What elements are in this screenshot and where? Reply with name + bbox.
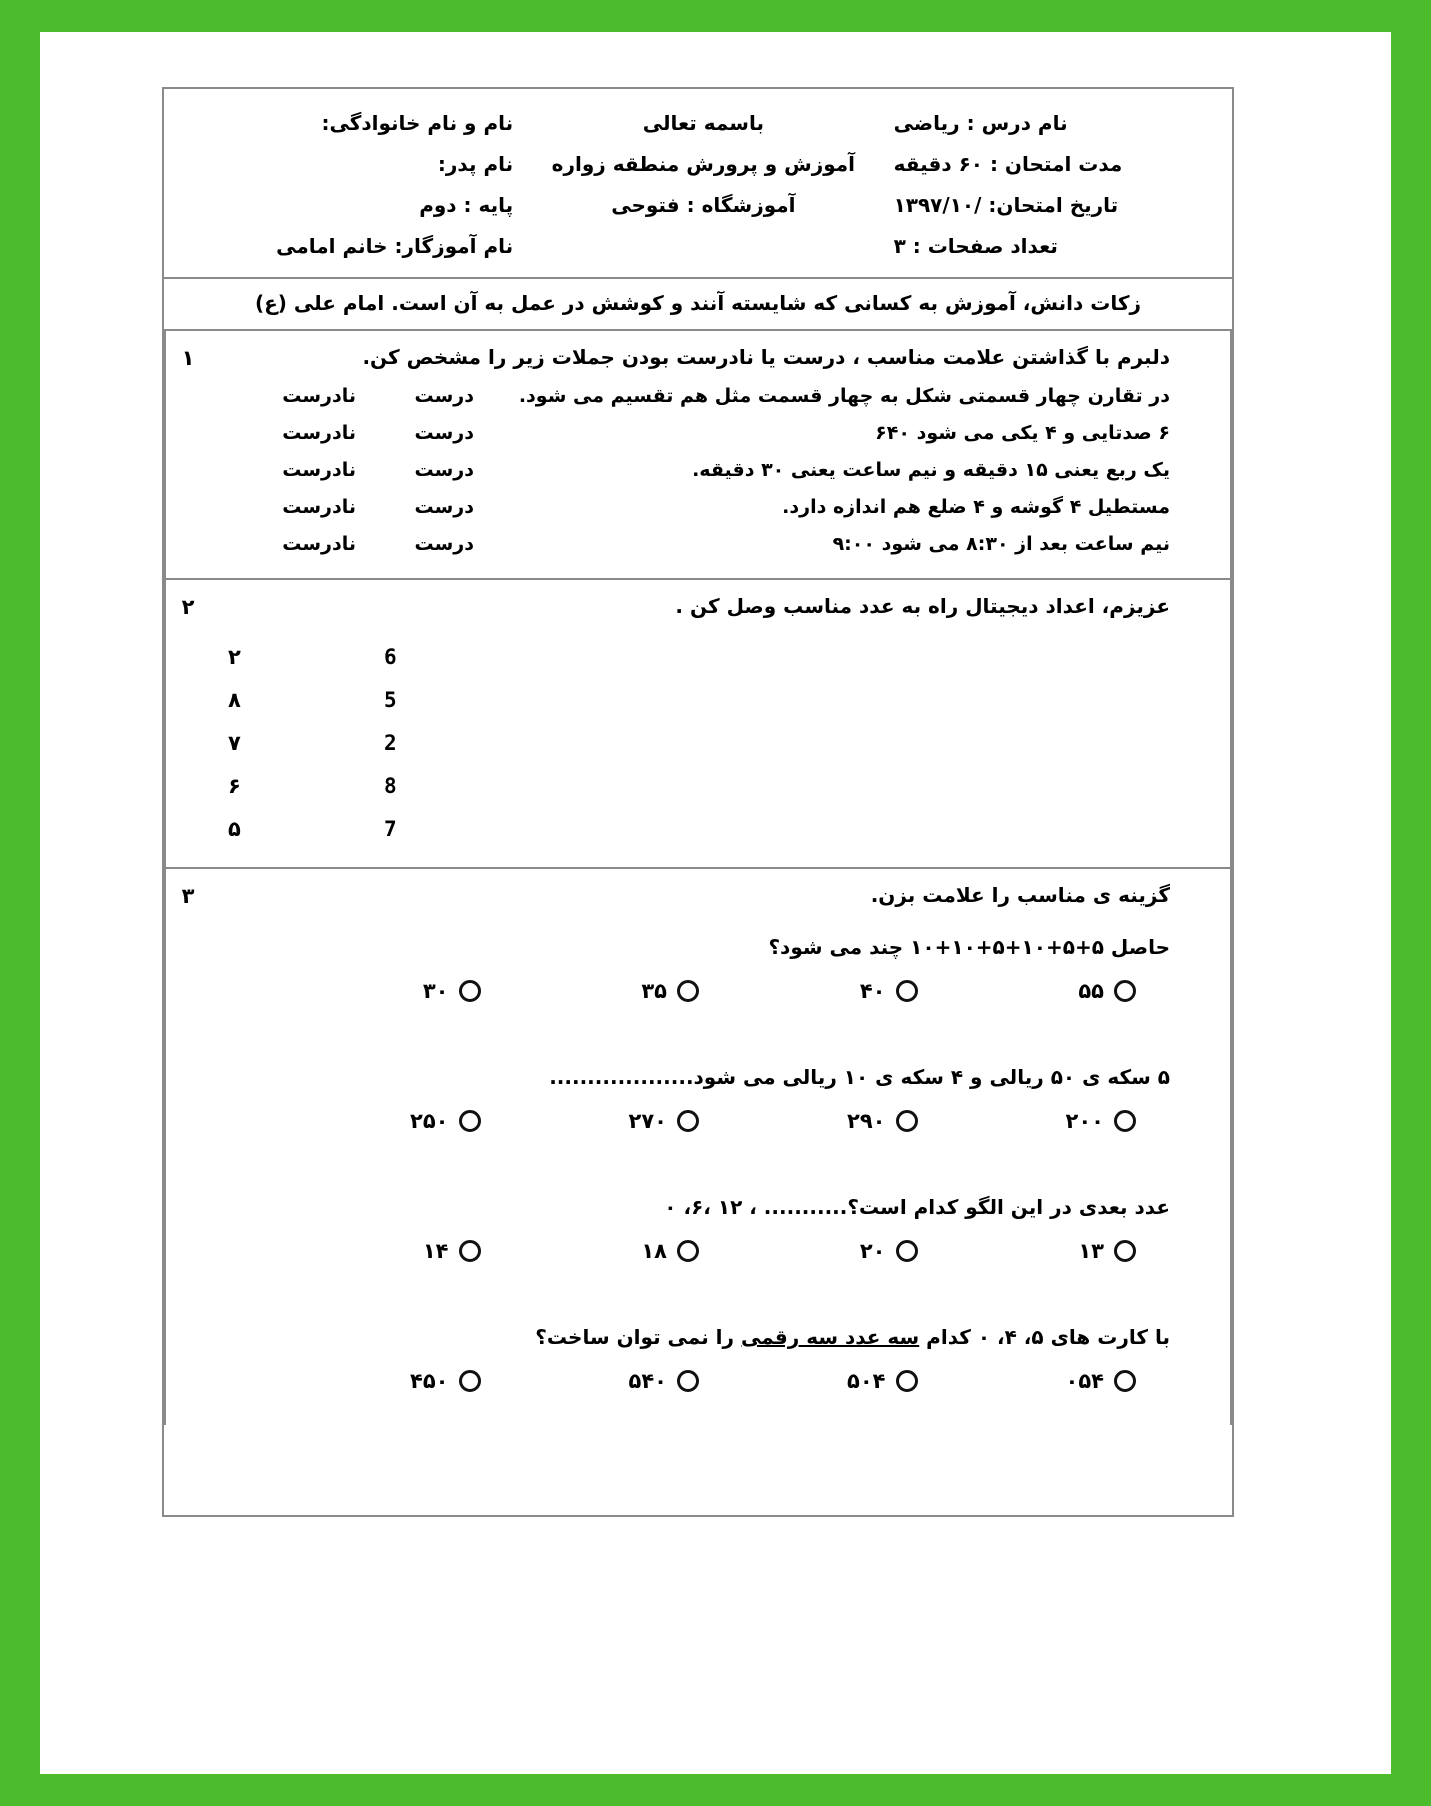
- mc-option-label: ۳۵: [641, 979, 667, 1003]
- header-exam-duration: مدت امتحان : ۶۰ دقیقه: [893, 152, 1123, 176]
- radio-icon[interactable]: [896, 1240, 918, 1262]
- mc-question-prefix: با کارت های ۵، ۴، ۰ کدام: [919, 1325, 1170, 1349]
- radio-icon[interactable]: [459, 1110, 481, 1132]
- question-1-body: [210, 331, 1188, 578]
- false-option[interactable]: نادرست: [282, 459, 356, 481]
- mc-option[interactable]: [918, 1369, 1137, 1393]
- question-1-score-cell[interactable]: [1188, 331, 1232, 578]
- match-pair-row: [228, 636, 1170, 679]
- question-2-score-cell[interactable]: [1188, 580, 1232, 867]
- mc-option-label: ۱۸: [641, 1239, 667, 1263]
- match-pair-row: [228, 808, 1170, 851]
- mc-option[interactable]: [699, 1369, 918, 1393]
- mc-option[interactable]: [262, 979, 481, 1003]
- persian-number[interactable]: ۶: [228, 774, 241, 798]
- mc-question-text: عدد بعدی در این الگو کدام است؟........... ، ۱۲ ،۶، ۰: [664, 1195, 1170, 1219]
- spacer: [228, 1019, 1170, 1045]
- digital-number[interactable]: 8: [384, 774, 397, 798]
- false-option[interactable]: نادرست: [282, 533, 356, 555]
- multiple-choice-block: [228, 1045, 1170, 1149]
- hadith-text: زکات دانش، آموزش به کسانی که شایسته آنند و کوشش در عمل به آن است. امام علی (ع): [254, 291, 1142, 315]
- true-false-item: [228, 414, 1170, 451]
- radio-icon[interactable]: [1114, 980, 1136, 1002]
- mc-option-label: ۵۰۴: [847, 1369, 886, 1393]
- multiple-choice-block: [228, 1305, 1170, 1409]
- header-father-name-field[interactable]: نام پدر:: [437, 152, 514, 176]
- exam-header: [164, 89, 1232, 279]
- mc-option-label: ۲۷۰: [628, 1109, 667, 1133]
- question-2-number: ۲: [164, 580, 210, 867]
- match-spacer: [548, 731, 1170, 755]
- header-exam-date: تاریخ امتحان: /۱۳۹۷/۱۰: [893, 193, 1119, 217]
- exam-sheet: [162, 87, 1234, 1517]
- radio-icon[interactable]: [896, 1370, 918, 1392]
- radio-icon[interactable]: [677, 980, 699, 1002]
- question-1-number: ۱: [164, 331, 210, 578]
- mc-option[interactable]: [699, 1109, 918, 1133]
- false-option[interactable]: نادرست: [282, 422, 356, 444]
- statement-text: ۶ صدتایی و ۴ یکی می شود ۶۴۰: [875, 422, 1170, 444]
- radio-icon[interactable]: [459, 980, 481, 1002]
- multiple-choice-block: [228, 1175, 1170, 1279]
- mc-option-label: ۳۰: [422, 979, 449, 1003]
- match-pairs-list: [228, 626, 1170, 851]
- page-white-frame: [40, 32, 1391, 1774]
- digital-number[interactable]: 5: [384, 688, 397, 712]
- radio-icon[interactable]: [1114, 1370, 1136, 1392]
- mc-option[interactable]: [699, 1239, 918, 1263]
- statement-text: در تقارن چهار قسمتی شکل به چهار قسمت مثل هم تقسیم می شود.: [518, 385, 1170, 407]
- match-spacer: [548, 817, 1170, 841]
- true-false-item: [228, 525, 1170, 562]
- mc-option[interactable]: [262, 1109, 481, 1133]
- mc-question-suffix: را نمی توان ساخت؟: [535, 1325, 741, 1349]
- header-page-count: تعداد صفحات : ۳: [893, 234, 1058, 258]
- match-pair-row: [228, 722, 1170, 765]
- radio-icon[interactable]: [677, 1240, 699, 1262]
- mc-option[interactable]: [699, 979, 918, 1003]
- mc-question-text: [228, 1319, 1170, 1365]
- mc-option-label: ۰۵۴: [1065, 1369, 1104, 1393]
- radio-icon[interactable]: [459, 1240, 481, 1262]
- mc-options-row: [228, 1105, 1170, 1139]
- question-row-3: [164, 869, 1232, 1425]
- mc-options-row: [228, 1235, 1170, 1269]
- mc-question-text: ۵ سکه ی ۵۰ ریالی و ۴ سکه ی ۱۰ ریالی می شود...................: [549, 1065, 1170, 1089]
- digital-number[interactable]: 2: [384, 731, 397, 755]
- match-pair-row: [228, 765, 1170, 808]
- mc-option-label: ۱۴: [422, 1239, 449, 1263]
- persian-number[interactable]: ۵: [228, 817, 241, 841]
- mc-option[interactable]: [481, 1239, 700, 1263]
- mc-question-text: حاصل ۵+۵+۱۰+۵+۱۰+۱۰ چند می شود؟: [768, 935, 1170, 959]
- header-school-name: آموزشگاه : فتوحی: [611, 193, 796, 217]
- question-3-body: [210, 869, 1188, 1425]
- mc-options-row: [228, 1365, 1170, 1399]
- persian-number[interactable]: ۸: [228, 688, 241, 712]
- persian-number[interactable]: ۷: [228, 731, 241, 755]
- radio-icon[interactable]: [459, 1370, 481, 1392]
- radio-icon[interactable]: [1114, 1240, 1136, 1262]
- header-basmala: باسمه تعالی: [642, 111, 764, 135]
- question-2-body: [210, 580, 1188, 867]
- question-row-1: [164, 331, 1232, 580]
- question-1-prompt: دلبرم با گذاشتن علامت مناسب ، درست یا نادرست بودن جملات زیر را مشخص کن.: [362, 345, 1170, 369]
- question-3-prompt: گزینه ی مناسب را علامت بزن.: [870, 883, 1170, 907]
- match-pair-row: [228, 679, 1170, 722]
- true-option[interactable]: درست: [414, 422, 474, 444]
- true-false-item: [228, 451, 1170, 488]
- header-grade-level: پایه : دوم: [419, 193, 514, 217]
- mc-question-underlined: سه عدد سه رقمی: [741, 1325, 920, 1349]
- header-column-institution: [527, 89, 879, 277]
- mc-option-label: ۱۳: [1078, 1239, 1104, 1263]
- mc-option[interactable]: [918, 1109, 1137, 1133]
- mc-option[interactable]: [918, 979, 1137, 1003]
- radio-icon[interactable]: [1114, 1110, 1136, 1132]
- true-option[interactable]: درست: [414, 533, 474, 555]
- match-spacer: [548, 688, 1170, 712]
- true-false-item: [228, 377, 1170, 414]
- mc-option[interactable]: [918, 1239, 1137, 1263]
- true-false-item: [228, 488, 1170, 525]
- mc-option[interactable]: [262, 1239, 481, 1263]
- statement-text: یک ربع یعنی ۱۵ دقیقه و نیم ساعت یعنی ۳۰ دقیقه.: [692, 459, 1170, 481]
- radio-icon[interactable]: [677, 1370, 699, 1392]
- header-course-name: نام درس : ریاضی: [893, 111, 1068, 135]
- true-option[interactable]: درست: [414, 496, 474, 518]
- digital-number[interactable]: 7: [384, 817, 397, 841]
- mc-options-row: [228, 975, 1170, 1009]
- header-column-student: [164, 89, 527, 277]
- header-teacher-name: نام آموزگار: خانم امامی: [276, 234, 514, 258]
- question-row-2: [164, 580, 1232, 869]
- match-spacer: [548, 645, 1170, 669]
- statement-text: نیم ساعت بعد از ۸:۳۰ می شود ۹:۰۰: [832, 533, 1170, 555]
- radio-icon[interactable]: [677, 1110, 699, 1132]
- spacer: [228, 1149, 1170, 1175]
- header-student-name-field[interactable]: نام و نام خانوادگی:: [321, 111, 514, 135]
- mc-option-label: ۲۵۰: [410, 1109, 449, 1133]
- radio-icon[interactable]: [896, 1110, 918, 1132]
- mc-option[interactable]: [481, 1109, 700, 1133]
- multiple-choice-block: [228, 915, 1170, 1019]
- mc-option[interactable]: [481, 979, 700, 1003]
- question-3-score-cell[interactable]: [1188, 869, 1232, 1425]
- digital-number[interactable]: 6: [384, 645, 397, 669]
- mc-option-label: ۴۵۰: [410, 1369, 449, 1393]
- match-spacer: [548, 774, 1170, 798]
- statement-text: مستطیل ۴ گوشه و ۴ ضلع هم اندازه دارد.: [782, 496, 1170, 518]
- false-option[interactable]: نادرست: [282, 385, 356, 407]
- mc-option[interactable]: [481, 1369, 700, 1393]
- false-option[interactable]: نادرست: [282, 496, 356, 518]
- true-option[interactable]: درست: [414, 385, 474, 407]
- mc-option-label: ۴۰: [859, 979, 886, 1003]
- mc-option-label: ۵۵: [1078, 979, 1104, 1003]
- header-column-course: [880, 89, 1232, 277]
- radio-icon[interactable]: [896, 980, 918, 1002]
- question-3-number: ۳: [164, 869, 210, 1425]
- header-education-district: آموزش و پرورش منطقه زواره: [551, 152, 856, 176]
- mc-option-label: ۲۰: [859, 1239, 886, 1263]
- question-2-prompt: عزیزم، اعداد دیجیتال راه به عدد مناسب وصل کن .: [675, 594, 1170, 618]
- mc-option[interactable]: [262, 1369, 481, 1393]
- persian-number[interactable]: ۲: [228, 645, 241, 669]
- mc-option-label: ۲۰۰: [1065, 1109, 1104, 1133]
- hadith-row: [164, 279, 1232, 331]
- mc-option-label: ۲۹۰: [847, 1109, 886, 1133]
- true-option[interactable]: درست: [414, 459, 474, 481]
- spacer: [228, 1279, 1170, 1305]
- mc-option-label: ۵۴۰: [628, 1369, 667, 1393]
